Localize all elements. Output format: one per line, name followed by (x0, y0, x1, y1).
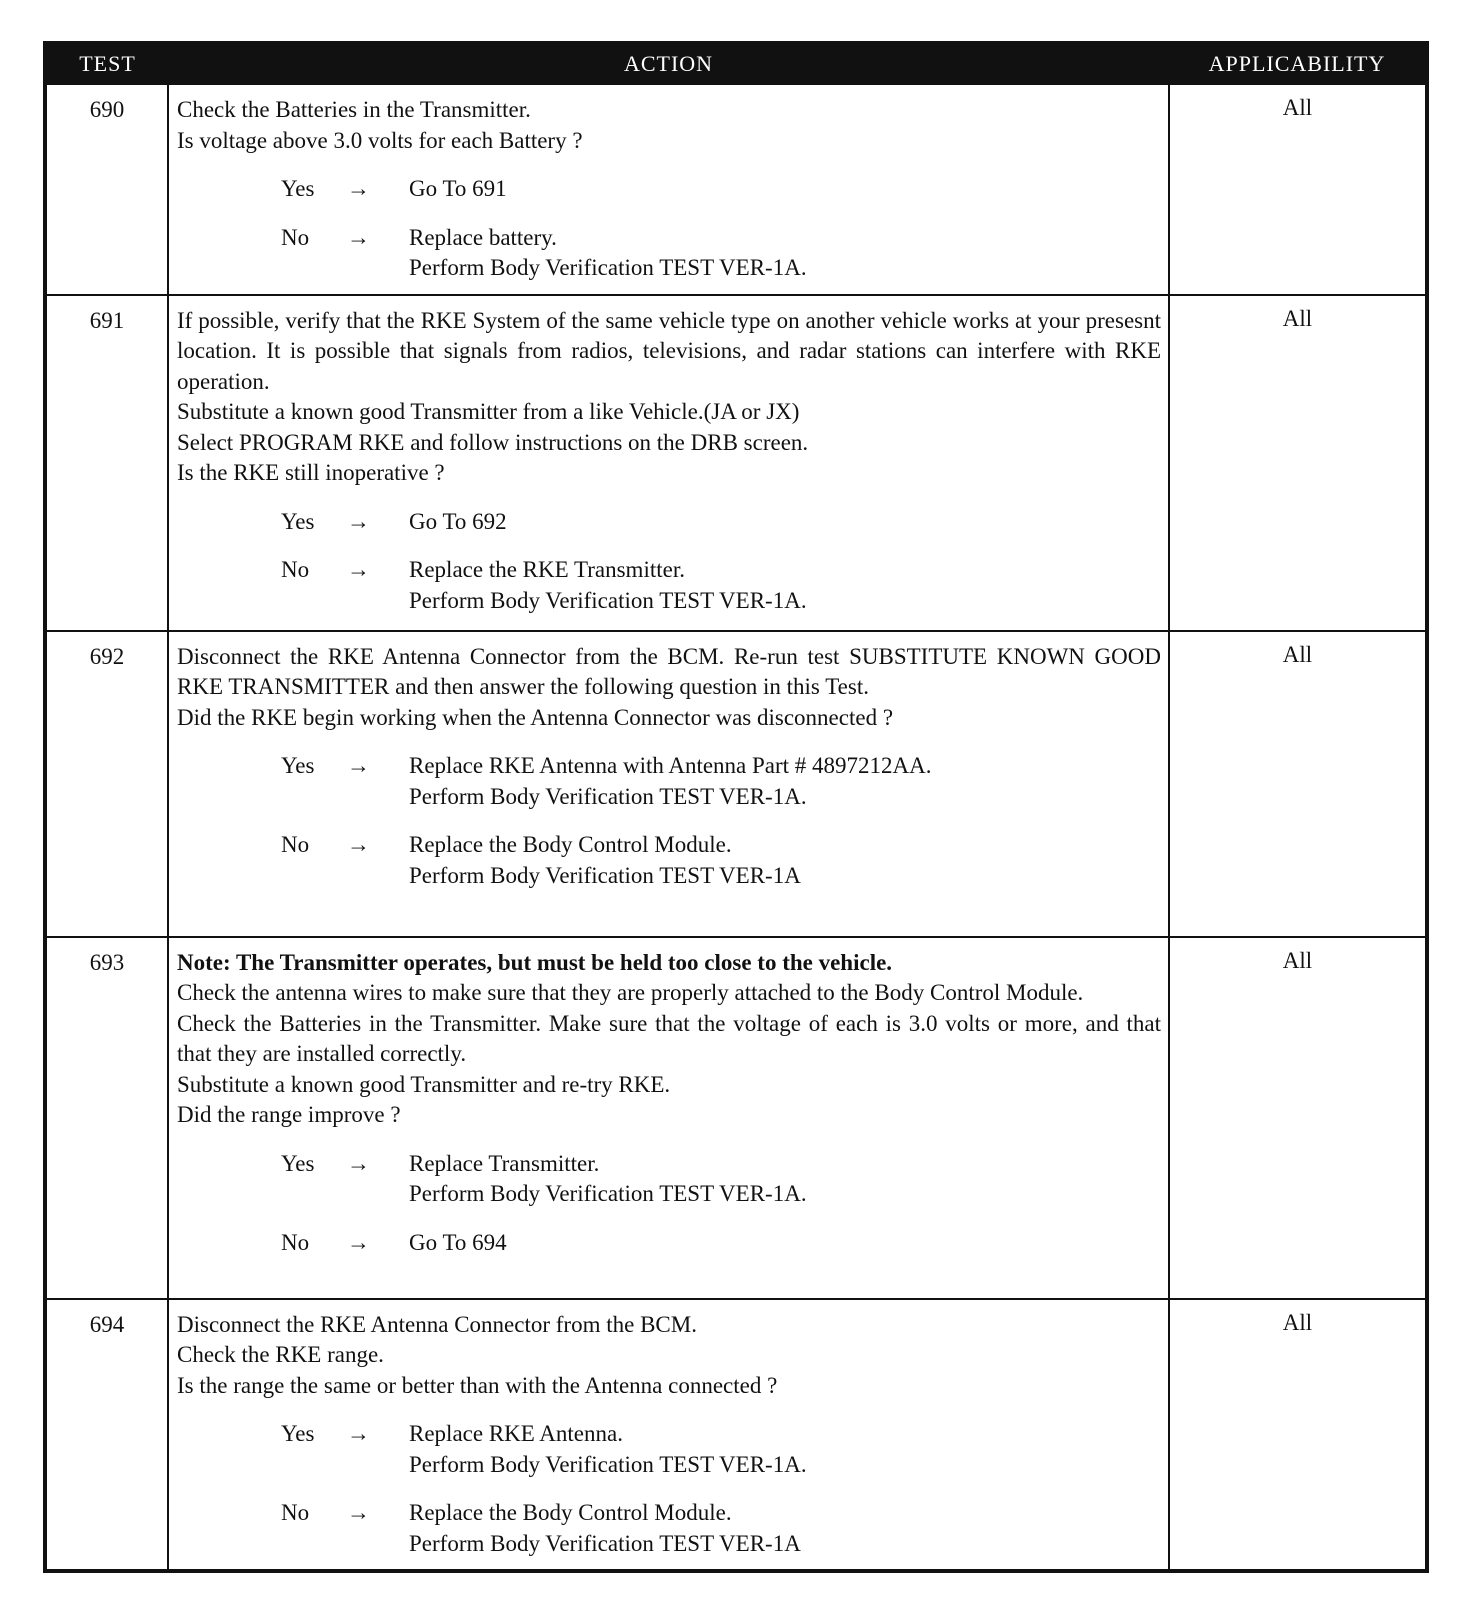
diagnostic-table (43, 41, 1429, 1573)
yes-result: Replace RKE Antenna. Perform Body Verification TEST VER-1A. (409, 1421, 807, 1477)
test-row-690 (45, 84, 1427, 295)
yes-label: Yes (281, 753, 315, 778)
action-cell (168, 295, 1169, 631)
arrow-icon: → (347, 1500, 370, 1525)
no-branch (177, 1498, 1161, 1559)
arrow-icon: → (347, 508, 370, 534)
no-label: No (281, 1229, 310, 1255)
action-text: Did the RKE begin working when the Antenna Connector was disconnected ? (177, 704, 894, 730)
yes-label: Yes (281, 1421, 315, 1446)
test-row-693 (45, 937, 1427, 1299)
action-text: Select PROGRAM RKE and follow instructions on the DRB screen. (177, 429, 809, 455)
applicability-cell: All (1169, 937, 1427, 1299)
arrow-icon: → (347, 557, 370, 582)
no-result: Replace the RKE Transmitter. Perform Body Verification TEST VER-1A. (409, 557, 807, 613)
action-cell (168, 1299, 1169, 1572)
test-number: 694 (45, 1299, 168, 1572)
action-cell (168, 937, 1169, 1299)
yes-branch (177, 507, 1161, 538)
no-branch (177, 223, 1161, 284)
action-text: Check the Batteries in the Transmitter. (177, 97, 531, 122)
action-note: Note: The Transmitter operates, but must be held too close to the vehicle. (177, 949, 893, 975)
header-applicability: APPLICABILITY (1169, 43, 1427, 84)
test-number: 690 (45, 84, 168, 295)
yes-branch (177, 1419, 1161, 1480)
answer-branches (177, 507, 1161, 617)
test-row-692 (45, 631, 1427, 937)
answer-branches (177, 751, 1161, 891)
arrow-icon: → (347, 832, 370, 857)
arrow-icon: → (347, 176, 370, 201)
action-cell (168, 631, 1169, 937)
action-text: Is the RKE still inoperative ? (177, 460, 445, 485)
action-text: Substitute a known good Transmitter from a like Vehicle.(JA or JX) (177, 399, 800, 424)
yes-branch (177, 751, 1161, 812)
no-label: No (281, 832, 310, 857)
applicability-cell: All (1169, 1299, 1427, 1572)
yes-branch (177, 174, 1161, 205)
no-result: Replace the Body Control Module. Perform Body Verification TEST VER-1A (409, 832, 801, 888)
test-row-694 (45, 1299, 1427, 1572)
action-cell (168, 84, 1169, 295)
test-number: 691 (45, 295, 168, 631)
applicability-cell: All (1169, 295, 1427, 631)
action-text: Disconnect the RKE Antenna Connector from the BCM. (177, 1311, 697, 1337)
no-result: Go To 694 (409, 1229, 507, 1255)
action-text: Check the RKE range. (177, 1342, 384, 1367)
no-result: Replace the Body Control Module. Perform Body Verification TEST VER-1A (409, 1500, 801, 1556)
arrow-icon: → (347, 753, 370, 778)
yes-branch (177, 1149, 1161, 1210)
action-text: Is voltage above 3.0 volts for each Battery ? (177, 127, 583, 153)
header-test: TEST (45, 43, 168, 84)
action-text: Disconnect the RKE Antenna Connector from the BCM. Re-run test SUBSTITUTE KNOWN GOOD RKE TRANSMITTER and then answer the following question in this Test. (177, 643, 1161, 699)
yes-label: Yes (281, 1150, 315, 1176)
header-action: ACTION (168, 43, 1169, 84)
yes-label: Yes (281, 176, 315, 201)
arrow-icon: → (347, 1421, 370, 1446)
answer-branches (177, 1419, 1161, 1559)
action-text: Check the antenna wires to make sure that they are properly attached to the Body Control Module. (177, 980, 1084, 1005)
yes-result: Replace RKE Antenna with Antenna Part # 4897212AA. Perform Body Verification TEST VER-1A. (409, 753, 932, 809)
no-label: No (281, 557, 310, 582)
yes-result: Go To 692 (409, 508, 507, 534)
yes-result: Go To 691 (409, 176, 507, 201)
answer-branches (177, 174, 1161, 284)
action-text: Did the range improve ? (177, 1102, 401, 1127)
no-branch (177, 555, 1161, 616)
action-text: If possible, verify that the RKE System of the same vehicle type on another vehicle works at your presesnt location. It is possible that signals from radios, televisions, and radar stations can interfere with RKE operation. (177, 307, 1161, 394)
no-branch (177, 830, 1161, 891)
no-result: Replace battery. Perform Body Verification TEST VER-1A. (409, 224, 807, 280)
answer-branches (177, 1149, 1161, 1259)
table-header (45, 43, 1427, 84)
applicability-cell: All (1169, 84, 1427, 295)
no-branch (177, 1228, 1161, 1259)
yes-result: Replace Transmitter. Perform Body Verification TEST VER-1A. (409, 1150, 807, 1206)
action-text: Substitute a known good Transmitter and re-try RKE. (177, 1071, 671, 1097)
arrow-icon: → (347, 1229, 370, 1255)
test-number: 693 (45, 937, 168, 1299)
no-label: No (281, 1500, 310, 1525)
arrow-icon: → (347, 224, 370, 250)
no-label: No (281, 224, 310, 250)
applicability-cell: All (1169, 631, 1427, 937)
arrow-icon: → (347, 1150, 370, 1176)
action-text: Check the Batteries in the Transmitter. Make sure that the voltage of each is 3.0 volts or more, and that that they are installed correctly. (177, 1010, 1161, 1066)
test-number: 692 (45, 631, 168, 937)
yes-label: Yes (281, 508, 315, 534)
action-text: Is the range the same or better than with the Antenna connected ? (177, 1372, 778, 1398)
test-row-691 (45, 295, 1427, 631)
